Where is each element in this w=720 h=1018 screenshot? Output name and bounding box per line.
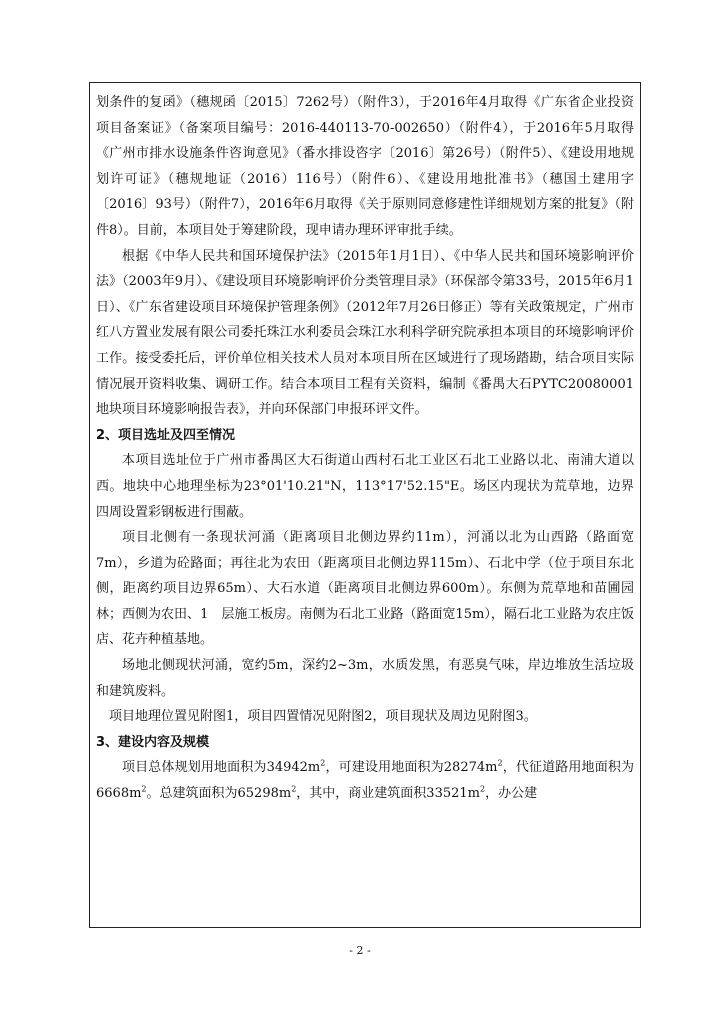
scale-text: ，其中，商业建筑面积33521m — [296, 786, 480, 802]
paragraph-approvals: 划条件的复函》（穗规函〔2015〕7262号）（附件3），于2016年4月取得《广东省企业投资项目备案证》（备案项目编号：2016-440113-70-002650）（附件4），于2016年5月取得《广州市排水设施条件咨询意见》（番水排设咨字〔2016〕第26号）（附件5）、《建设用地规划许可证》（穗规地证（2016）116号）（附件6）、《建设用地批准书》（穗国土建用字〔2016〕93号）（附件7），2016年6月取得《关于原则同意修建性详细规划方案的批复》（附件8）。目前，本项目处于筹建阶段，现申请办理环评审批手续。 — [96, 95, 634, 238]
section-heading-scale: 3、建设内容及规模 — [96, 734, 210, 750]
page-number: - 2 - — [349, 944, 371, 957]
superscript: 2 — [291, 784, 297, 794]
paragraph-river: 场地北侧现状河涌，宽约5m，深约2~3m，水质发黑，有恶臭气味，岸边堆放生活垃圾和建筑废料。 — [96, 658, 634, 699]
superscript: 2 — [320, 759, 326, 769]
paragraph-surroundings: 项目北侧有一条现状河涌（距离项目北侧边界约11m），河涌以北为山西路（路面宽7m），乡道为砼路面；再往北为农田（距离项目北侧边界115m）、石北中学（位于项目东北侧，距离约项目边界65m）、大石水道（距离项目北侧边界600m）。东侧为荒草地和苗圃园林；西侧为农田、1 层施工板房。南侧为石北工业路（路面宽15m），隔石北工业路为农庄饭店、花卉种植基地。 — [96, 530, 634, 648]
paragraph-figure-refs: 项目地理位置见附图1，项目四置情况见附图2，项目现状及周边见附图3。 — [109, 709, 537, 725]
paragraph-scale — [96, 755, 634, 806]
scale-text: 项目总体规划用地面积为34942m — [122, 760, 321, 776]
scale-text: ，办公建 — [485, 786, 538, 802]
scale-text: 。总建筑面积为65298m — [146, 786, 292, 802]
scale-text: ，可建设用地面积为28274m — [325, 760, 498, 776]
paragraph-site-location: 本项目选址位于广州市番禺区大石街道山西村石北工业区石北工业路以北、南浦大道以西。地块中心地理坐标为23°01'10.21"N，113°17'52.15"E。场区内现状为荒草地，边界四周设置彩钢板进行围蔽。 — [96, 453, 634, 520]
superscript: 2 — [497, 759, 503, 769]
scale-text: ，代征道路用地面积为6668m — [96, 760, 634, 802]
superscript: 2 — [479, 784, 486, 794]
section-heading-location: 2、项目选址及四至情况 — [96, 427, 236, 443]
superscript: 2 — [141, 784, 147, 794]
document-body — [96, 90, 634, 807]
paragraph-legal-basis: 根据《中华人民共和国环境保护法》（2015年1月1日）、《中华人民共和国环境影响评价法》（2003年9月）、《建设项目环境影响评价分类管理目录》（环保部令第33号，2015年6月1日）、《广东省建设项目环境保护管理条例》（2012年7月26日修正）等有关政策规定，广州市红八方置业发展有限公司委托珠江水利委员会珠江水利科学研究院承担本项目的环境影响评价工作。接受委托后，评价单位相关技术人员对本项目所在区域进行了现场踏勘，结合项目实际情况展开资料收集、调研工作。结合本项目工程有关资料，编制《番禺大石PYTC20080001地块项目环境影响报告表》，并向环保部门申报环评文件。 — [96, 248, 634, 418]
